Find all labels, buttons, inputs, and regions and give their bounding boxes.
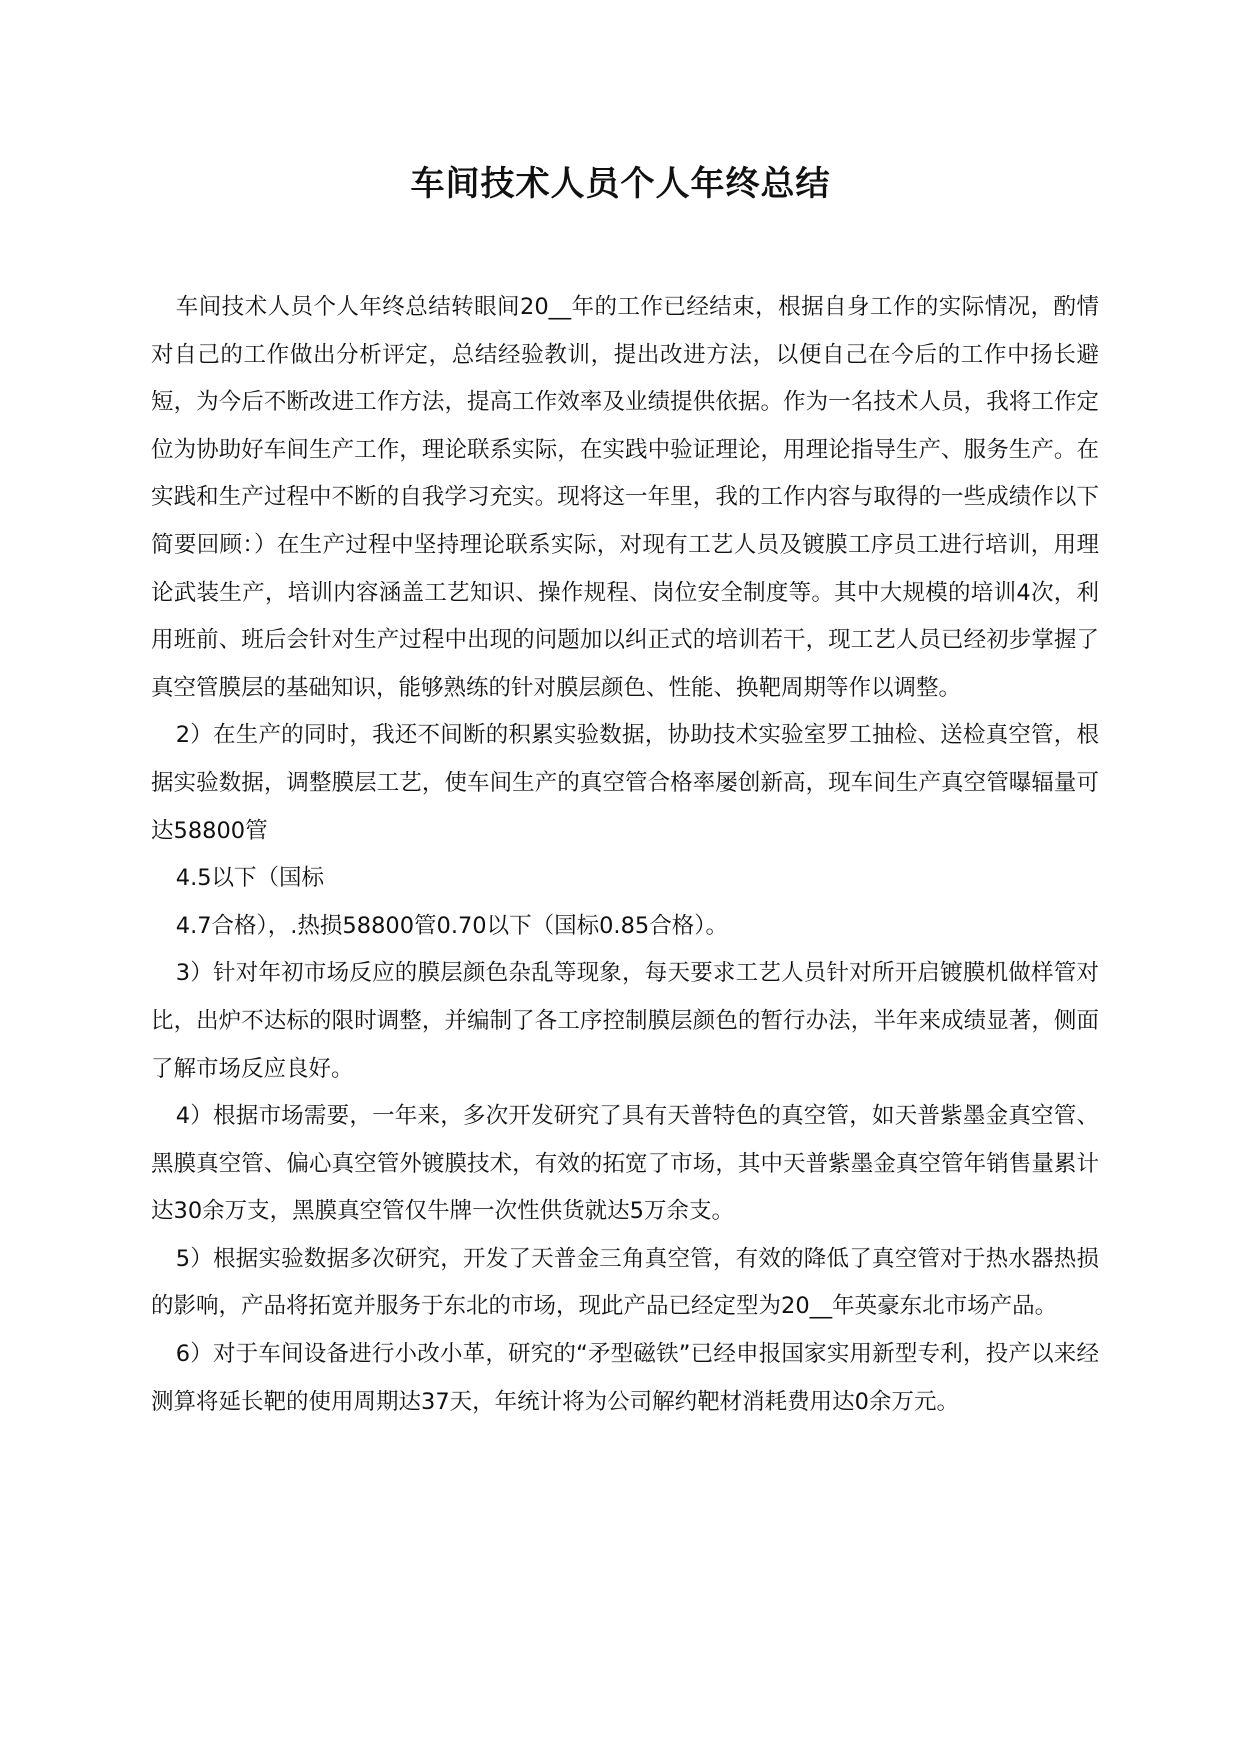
paragraph-standard-1: 4.5以下（国标	[175, 865, 325, 892]
document-body	[151, 284, 1099, 1426]
paragraph-item-4: 4）根据市场需要，一年来，多次开发研究了具有天普特色的真空管，如天普紫墨金真空管、黑膜真空管、偏心真空管外镀膜技术，有效的拓宽了市场，其中天普紫墨金真空管年销售量累计达30余万支，黑膜真空管仅牛牌一次性供货就达5万余支。	[151, 1103, 1099, 1225]
paragraph-intro: 车间技术人员个人年终总结转眼间20__年的工作已经结束，根据自身工作的实际情况，酌情对自己的工作做出分析评定，总结经验教训，提出改进方法，以便自己在今后的工作中扬长避短，为今后不断改进工作方法，提高工作效率及业绩提供依据。作为一名技术人员，我将工作定位为协助好车间生产工作，理论联系实际，在实践中验证理论，用理论指导生产、服务生产。在实践和生产过程中不断的自我学习充实。现将这一年里，我的工作内容与取得的一些成绩作以下简要回顾：）在生产过程中坚持理论联系实际，对现有工艺人员及镀膜工序员工进行培训，用理论武装生产，培训内容涵盖工艺知识、操作规程、岗位安全制度等。其中大规模的培训4次，利用班前、班后会针对生产过程中出现的问题加以纠正式的培训若干，现工艺人员已经初步掌握了真空管膜层的基础知识，能够熟练的针对膜层颜色、性能、换靶周期等作以调整。	[151, 294, 1099, 701]
paragraph-item-5: 5）根据实验数据多次研究，开发了天普金三角真空管，有效的降低了真空管对于热水器热损的影响，产品将拓宽并服务于东北的市场，现此产品已经定型为20__年英豪东北市场产品。	[151, 1245, 1099, 1320]
document-title: 车间技术人员个人年终总结	[410, 164, 831, 204]
paragraph-standard-2: 4.7合格），.热损58800管0.70以下（国标0.85合格）。	[175, 912, 728, 939]
paragraph-item-6: 6）对于车间设备进行小改小革，研究的“矛型磁铁”已经申报国家实用新型专利，投产以来经测算将延长靶的使用周期达37天，年统计将为公司解约靶材消耗费用达0余万元。	[151, 1341, 1099, 1415]
paragraph-item-2: 2）在生产的同时，我还不间断的积累实验数据，协助技术实验室罗工抽检、送检真空管，根据实验数据，调整膜层工艺，使车间生产的真空管合格率屡创新高，现车间生产真空管曝辐量可达58800管	[151, 722, 1099, 844]
paragraph-item-3: 3）针对年初市场反应的膜层颜色杂乱等现象，每天要求工艺人员针对所开启镀膜机做样管对比，出炉不达标的限时调整，并编制了各工序控制膜层颜色的暂行办法，半年来成绩显著，侧面了解市场反应良好。	[151, 960, 1099, 1082]
